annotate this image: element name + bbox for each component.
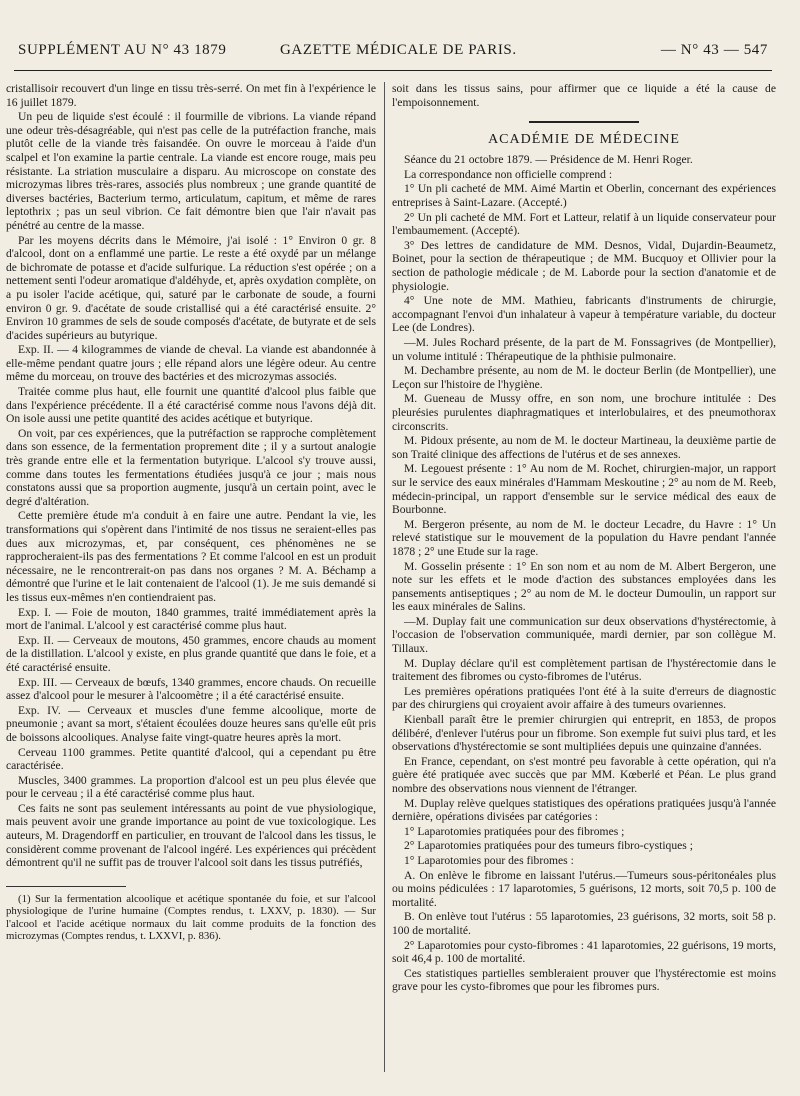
paragraph: Muscles, 3400 grammes. La proportion d'alcool est un peu plus élevée que pour le cerveau ; il a été caractérisé comme plus haut. — [6, 773, 376, 801]
paragraph: M. Gueneau de Mussy offre, en son nom, une brochure intitulée : Des pleurésies purulentes diaphragmatiques et interlobulaires, et des pneumothorax circonscrits. — [392, 392, 776, 433]
paragraph: 2° Laparotomies pour cysto-fibromes : 41 laparotomies, 22 guérisons, 19 morts, soit 46,4 p. 100 de mortalité. — [392, 938, 776, 966]
paragraph: Exp. II. — 4 kilogrammes de viande de cheval. La viande est abandonnée à elle-même pendant quatre jours ; elle répand alors une légère odeur. Au centre même du morceau, on trouve des bactéries et des microzymas associés. — [6, 343, 376, 384]
paragraph: cristallisoir recouvert d'un linge en tissu très-serré. On met fin à l'expérience le 16 juillet 1879. — [6, 82, 376, 109]
footnote: (1) Sur la fermentation alcoolique et acétique spontanée du foie, et sur l'alcool physiologique de l'urine humaine (Comptes rendus, t. LXXV, p. 1830). — Sur l'alcool et l'acide acétique normaux du lait comme produits de la fonction des microzymas (Comptes rendus, t. LXXVI, p. 836). — [6, 892, 376, 943]
paragraph: Séance du 21 octobre 1879. — Présidence de M. Henri Roger. — [404, 153, 693, 167]
paragraph: 3° Des lettres de candidature de MM. Desnos, Vidal, Dujardin-Beaumetz, Boinet, pour la section de thérapeutique ; de MM. Bucquoy et Ollivier pour la section de pathologie médicale ; de M. Laborde pour la section d'anatomie et de physiologie. — [392, 238, 776, 293]
section-title: ACADÉMIE DE MÉDECINE — [488, 131, 680, 147]
paragraph: —M. Jules Rochard présente, de la part de M. Fonssagrives (de Montpellier), un volume intitulé : Thérapeutique de la phthisie pulmonaire. — [392, 336, 776, 363]
paragraph: Ces statistiques partielles sembleraient prouver que l'hystérectomie est moins grave pour les cysto-fibromes que pour les fibromes purs. — [392, 966, 776, 994]
paragraph: 1° Laparotomies pratiquées pour des fibromes ; — [404, 824, 625, 838]
paragraph: M. Bergeron présente, au nom de M. le docteur Lecadre, du Havre : 1° Un relevé statistique sur le mouvement de la population du Havre pendant l'année 1878 ; 2° une Etude sur la rage. — [392, 517, 776, 558]
right-column — [392, 82, 776, 1082]
paragraph: La correspondance non officielle comprend : — [404, 167, 613, 181]
paragraph: A. On enlève le fibrome en laissant l'utérus.—Tumeurs sous-péritonéales plus ou moins pédiculées : 17 laparotomies, 5 guérisons, 12 morts, soit 70,5 p. 100 de mortalité. — [392, 868, 776, 909]
paragraph: M. Duplay relève quelques statistiques des opérations pratiquées jusqu'à l'année dernière, opérations divisées par catégories : — [392, 796, 776, 824]
paragraph: M. Pidoux présente, au nom de M. le docteur Martineau, la deuxième partie de son Traité clinique des affections de l'utérus et de ses annexes. — [392, 434, 776, 461]
paragraph: Ces faits ne sont pas seulement intéressants au point de vue physiologique, mais peuvent avoir une grande importance au point de vue toxicologique. Les auteurs, M. Dragendorff en particulier, en trouvant de l'alcool dans les tissus, le considèrent comme provenant de l'alcool ingéré. Les expériences qui précèdent démontrent qu'il ne suffit pas de trouver l'alcool soit dans les tissus putréfiés, — [6, 801, 376, 870]
header-page-number: — N° 43 — 547 — [660, 42, 768, 58]
paragraph: M. Legouest présente : 1° Au nom de M. Rochet, chirurgien-major, un rapport sur le service des eaux minérales d'Hammam Meskoutine ; 2° au nom de M. Reeb, médecin-principal, un rapport d'ensemble sur le service médical des eaux de Bourbonne. — [392, 462, 776, 517]
paragraph: Un peu de liquide s'est écoulé : il fourmille de vibrions. La viande répand une odeur très-désagréable, qui n'est pas celle de la putréfaction franche, mais plutôt celle de la viande très faisandée. On ouvre le morceau à l'aide d'un scalpel et l'on examine la partie centrale. La viande est encore rouge, mais peu résistante. La striation musculaire a disparu. Au microscope on constate des microzymas libres très-rares, associés plus nombreux ; une grande quantité de diverses bactéries, Bacterium termo, articulatum, capitum, et même de rares leptothrix ; pas un seul vibrion. Ce fait démontre bien que l'air n'avait pas pénétré au centre de la masse. — [6, 110, 376, 232]
paragraph: Par les moyens décrits dans le Mémoire, j'ai isolé : 1° Environ 0 gr. 8 d'alcool, dont on a enflammé une partie. Le reste a été oxydé par un mélange de bichromate de potasse et d'acide sulfurique. La réduction s'est opérée ; on a nettement senti l'odeur aromatique d'aldéhyde, et, après oxydation complète, on a pu isoler l'acide acétique, qui, saturé par le carbonate de soude, a fourni environ 0 gr. 9. d'acétate de soude cristallisé qui a été caractérisé ensuite. 2° Environ 10 grammes de sels de soude composés d'acétate, de butyrate et de sels d'acides supérieurs au butyrique. — [6, 233, 376, 342]
paragraph: 2° Laparotomies pratiquées pour des tumeurs fibro-cystiques ; — [404, 839, 693, 853]
paragraph: Exp. II. — Cerveaux de moutons, 450 grammes, encore chauds au moment de la distillation. L'alcool y existe, en plus grande quantité que dans le foie, et a été caractérisé ensuite. — [6, 633, 376, 674]
paragraph: Traitée comme plus haut, elle fournit une quantité d'alcool plus faible que dans l'expérience précédente. Il a été caractérisé comme nous l'avons déjà dit. On isole aussi une petite quantité des acides acétique et butyrique. — [6, 385, 376, 426]
footnote-rule — [6, 886, 126, 887]
paragraph: Exp. IV. — Cerveaux et muscles d'une femme alcoolique, morte de pneumonie ; avant sa mort, s'étaient écoulées douze heures sans qu'elle eût pris de boissons alcooliques. Analyse faite vingt-quatre heures après la mort. — [6, 703, 376, 744]
paragraph: Exp. III. — Cerveaux de bœufs, 1340 grammes, encore chauds. On recueille assez d'alcool pour le mesurer à l'alcoomètre ; il a été caractérisé ensuite. — [6, 675, 376, 703]
paragraph: Les premières opérations pratiquées l'ont été à la suite d'erreurs de diagnostic par des chirurgiens qui croyaient avoir affaire à des tumeurs ovariennes. — [392, 684, 776, 712]
paragraph: 4° Une note de MM. Mathieu, fabricants d'instruments de chirurgie, accompagnant l'envoi d'un inhalateur à vapeur à température variable, du docteur Lee (de Londres). — [392, 294, 776, 335]
paragraph: Exp. I. — Foie de mouton, 1840 grammes, traité immédiatement après la mort de l'animal. L'alcool y est caractérisé comme plus haut. — [6, 605, 376, 633]
paragraph: 2° Un pli cacheté de MM. Fort et Latteur, relatif à un liquide conservateur pour l'embaumement. (Accepté). — [392, 210, 776, 238]
paragraph: Cerveau 1100 grammes. Petite quantité d'alcool, qui a cependant pu être caractérisée. — [6, 745, 376, 773]
paragraph: En France, cependant, on s'est montré peu favorable à cette opération, qui n'a guère été pratiquée avec succès que par MM. Kœberlé et Péan. Le plus grand nombre des observations nous viennent de l'étranger. — [392, 754, 776, 795]
column-divider — [384, 82, 385, 1072]
header-supplement: SUPPLÉMENT AU N° 43 1879 — [18, 42, 227, 58]
paragraph: Kienball paraît être le premier chirurgien qui entreprit, en 1853, de propos délibéré, d'enlever l'utérus pour un fibrome. Son exemple fut suivi plus tard, et les observations d'hystérectomie se sont multipliées depuis une quinzaine d'années. — [392, 713, 776, 754]
running-header — [14, 36, 772, 71]
paragraph: 1° Laparotomies pour des fibromes : — [404, 853, 574, 867]
section-separator — [529, 121, 639, 123]
header-journal-title: GAZETTE MÉDICALE DE PARIS. — [280, 42, 517, 58]
paragraph: Cette première étude m'a conduit à en faire une autre. Pendant la vie, les transformations qui s'opèrent dans l'intimité de nos tissus ne seraient-elles pas dues aux microzymas, et, par conséquent, ces phénomènes ne se rapprocheraient-ils pas des fermentations ? Et comme l'alcool en est un produit nécessaire, ne le rencontrerait-on pas dans nos organes ? M. A. Béchamp a démontré que l'urine et le lait contenaient de l'alcool (1). Je me suis demandé si les tissus eux-mêmes n'en contiendraient pas. — [6, 509, 376, 604]
paragraph: —M. Duplay fait une communication sur deux observations d'hystérectomie, à l'occasion de l'observation communiquée, mardi dernier, par son collègue M. Tillaux. — [392, 614, 776, 656]
left-column — [6, 82, 376, 1082]
paragraph: 1° Un pli cacheté de MM. Aimé Martin et Oberlin, concernant des expériences entreprises à Saint-Lazare. (Accepté.) — [392, 182, 776, 210]
paragraph: M. Dechambre présente, au nom de M. le docteur Berlin (de Montpellier), une Leçon sur l'histoire de l'hygiène. — [392, 364, 776, 391]
paragraph: B. On enlève tout l'utérus : 55 laparotomies, 23 guérisons, 32 morts, soit 58 p. 100 de mortalité. — [392, 910, 776, 937]
paragraph: M. Gosselin présente : 1° En son nom et au nom de M. Albert Bergeron, une note sur les effets et le mode d'action des substances employées dans les pansements antiseptiques ; 2° au nom de M. le docteur Dumoulin, un rapport sur les eaux minérales de Salins. — [392, 559, 776, 614]
paragraph: On voit, par ces expériences, que la putréfaction se rapproche complètement dans son essence, de la fermentation proprement dite ; il y a surtout analogie très grande entre elle et la fermentation butyrique. L'alcool s'y trouve aussi, comme dans toutes les fermentations étudiées jusqu'à ce jour ; mais nous constatons aussi que sa proportion augmente, jusqu'à un certain point, avec le degré d'altération. — [6, 426, 376, 508]
paragraph: M. Duplay déclare qu'il est complètement partisan de l'hystérectomie dans le traitement des fibromes ou cysto-fibromes de l'utérus. — [392, 656, 776, 684]
paragraph: soit dans les tissus sains, pour affirmer que ce liquide a été la cause de l'empoisonnement. — [392, 82, 776, 109]
